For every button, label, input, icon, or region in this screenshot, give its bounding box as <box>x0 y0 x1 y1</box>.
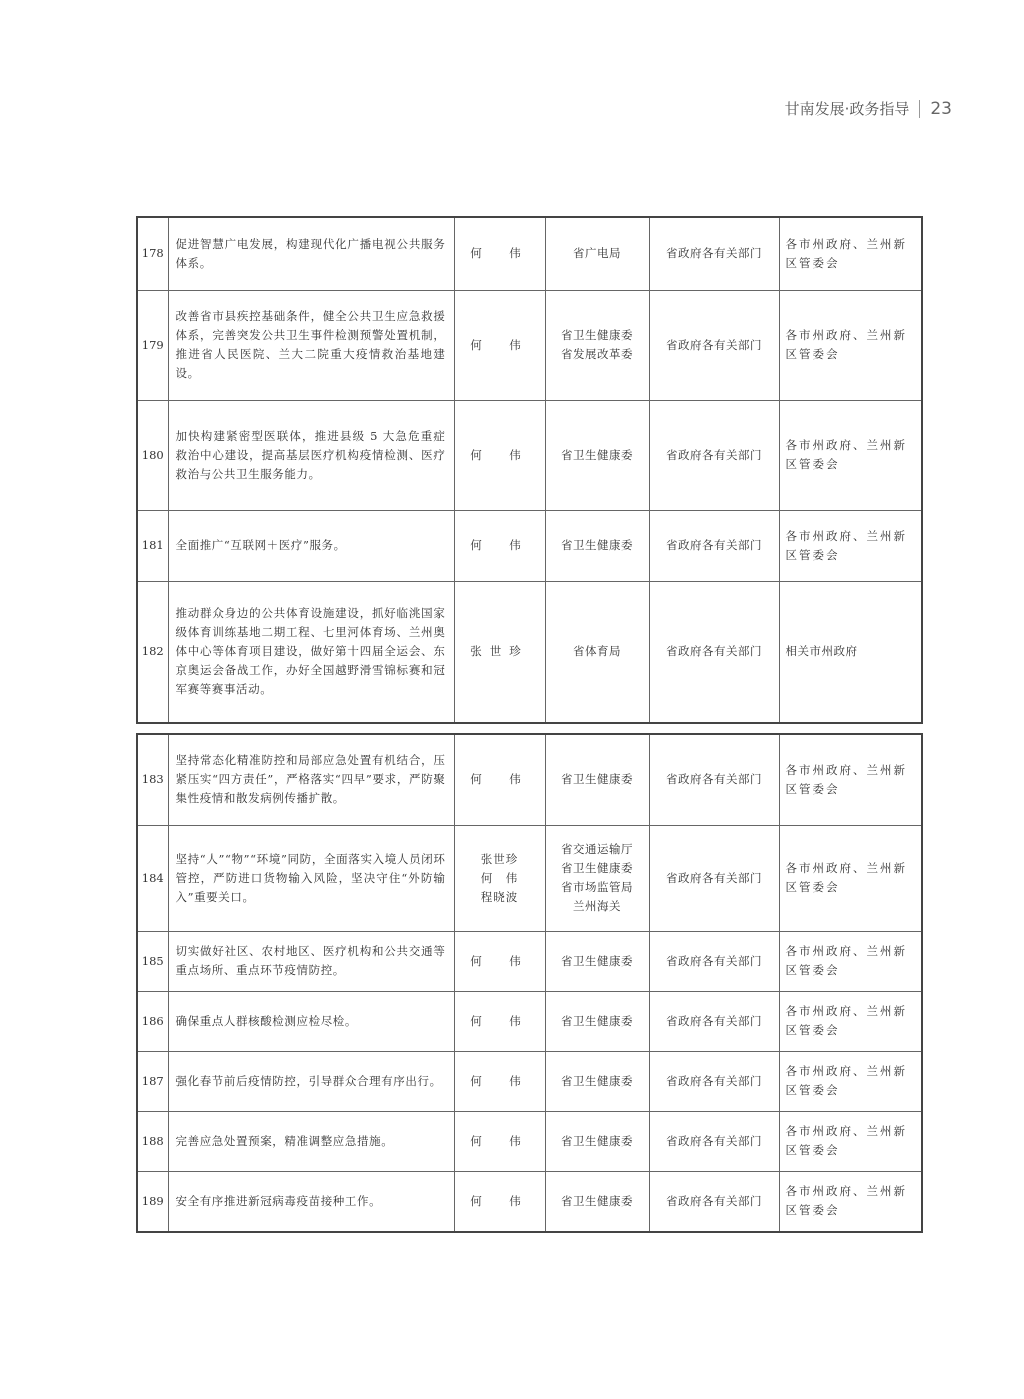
responsible-unit: 相关市州政府 <box>779 581 922 723</box>
lead-unit-name: 省卫生健康委 <box>561 328 633 342</box>
leader-name: 程晓波 <box>480 889 519 904</box>
cooperating-unit: 省政府各有关部门 <box>649 400 779 510</box>
lead-unit-name: 省卫生健康委 <box>561 1133 633 1148</box>
lead-unit-name: 兰州海关 <box>573 899 621 913</box>
responsible-leader <box>454 1171 545 1232</box>
publication-title: 甘南发展·政务指导 <box>784 100 910 118</box>
row-number: 185 <box>137 931 168 991</box>
cooperating-unit: 省政府各有关部门 <box>649 290 779 400</box>
task-description: 坚持“人”“物”“环境”同防，全面落实入境人员闭环管控，严防进口货物输入风险，坚决守住“外防输入”重要关口。 <box>168 825 454 931</box>
lead-unit <box>545 510 649 581</box>
row-number: 180 <box>137 400 168 510</box>
responsible-leader <box>454 734 545 825</box>
responsible-leader <box>454 510 545 581</box>
lead-unit <box>545 734 649 825</box>
lead-unit-name: 省卫生健康委 <box>561 1073 633 1088</box>
responsible-unit: 各市州政府、兰州新区管委会 <box>779 825 922 931</box>
lead-unit <box>545 581 649 723</box>
lead-unit-name: 省卫生健康委 <box>561 447 633 462</box>
responsible-unit: 各市州政府、兰州新区管委会 <box>779 734 922 825</box>
responsible-unit: 各市州政府、兰州新区管委会 <box>779 991 922 1051</box>
leader-name: 何 伟 <box>470 772 529 787</box>
leader-name: 何 伟 <box>470 1193 529 1208</box>
responsible-leader <box>454 581 545 723</box>
task-description: 完善应急处置预案，精准调整应急措施。 <box>168 1111 454 1171</box>
lead-unit-name: 省卫生健康委 <box>561 1013 633 1028</box>
task-description: 加快构建紧密型医联体，推进县级 5 大急危重症救治中心建设，提高基层医疗机构疫情检测、医疗救治与公共卫生服务能力。 <box>168 400 454 510</box>
lead-unit <box>545 1051 649 1111</box>
cooperating-unit: 省政府各有关部门 <box>649 825 779 931</box>
task-description: 推动群众身边的公共体育设施建设，抓好临洮国家级体育训练基地二期工程、七里河体育场、兰州奥体中心等体育项目建设，做好第十四届全运会、东京奥运会备战工作，办好全国越野滑雪锦标赛和冠军赛等赛事活动。 <box>168 581 454 723</box>
lead-unit-name: 省卫生健康委 <box>561 1193 633 1208</box>
header-divider <box>919 100 920 118</box>
row-number: 179 <box>137 290 168 400</box>
responsible-unit: 各市州政府、兰州新区管委会 <box>779 931 922 991</box>
task-description: 全面推广“互联网＋医疗”服务。 <box>168 510 454 581</box>
cooperating-unit: 省政府各有关部门 <box>649 734 779 825</box>
leader-name: 何 伟 <box>470 953 529 968</box>
lead-unit-name: 省交通运输厅 <box>561 842 633 856</box>
responsible-leader <box>454 931 545 991</box>
responsible-unit: 各市州政府、兰州新区管委会 <box>779 1051 922 1111</box>
row-number: 178 <box>137 217 168 290</box>
table-row <box>137 510 922 581</box>
lead-unit-name: 省体育局 <box>573 644 621 659</box>
responsible-unit: 各市州政府、兰州新区管委会 <box>779 290 922 400</box>
responsible-leader <box>454 825 545 931</box>
task-description: 促进智慧广电发展，构建现代化广播电视公共服务体系。 <box>168 217 454 290</box>
leader-name: 何 伟 <box>480 870 519 885</box>
responsible-unit: 各市州政府、兰州新区管委会 <box>779 217 922 290</box>
cooperating-unit: 省政府各有关部门 <box>649 931 779 991</box>
lead-unit <box>545 290 649 400</box>
responsible-leader <box>454 1051 545 1111</box>
task-description: 确保重点人群核酸检测应检尽检。 <box>168 991 454 1051</box>
cooperating-unit: 省政府各有关部门 <box>649 1111 779 1171</box>
lead-unit-name: 省卫生健康委 <box>561 772 633 787</box>
lead-unit <box>545 400 649 510</box>
table-row <box>137 734 922 825</box>
leader-name: 何 伟 <box>470 1073 529 1088</box>
task-description: 切实做好社区、农村地区、医疗机构和公共交通等重点场所、重点环节疫情防控。 <box>168 931 454 991</box>
responsible-unit: 各市州政府、兰州新区管委会 <box>779 1111 922 1171</box>
leader-name: 何 伟 <box>470 1013 529 1028</box>
cooperating-unit: 省政府各有关部门 <box>649 1171 779 1232</box>
lead-unit-name: 省市场监管局 <box>561 880 633 894</box>
leader-name: 何 伟 <box>470 246 529 261</box>
table-row <box>137 217 922 290</box>
leader-name: 何 伟 <box>470 538 529 552</box>
task-description: 坚持常态化精准防控和局部应急处置有机结合，压紧压实“四方责任”，严格落实“四早”要求，严防聚集性疫情和散发病例传播扩散。 <box>168 734 454 825</box>
leader-name: 何 伟 <box>470 1133 529 1148</box>
cooperating-unit: 省政府各有关部门 <box>649 510 779 581</box>
row-number: 181 <box>137 510 168 581</box>
task-description: 强化春节前后疫情防控，引导群众合理有序出行。 <box>168 1051 454 1111</box>
row-number: 189 <box>137 1171 168 1232</box>
lead-unit <box>545 991 649 1051</box>
responsible-unit: 各市州政府、兰州新区管委会 <box>779 1171 922 1232</box>
cooperating-unit: 省政府各有关部门 <box>649 581 779 723</box>
leader-name: 何 伟 <box>470 337 529 352</box>
table-row <box>137 1051 922 1111</box>
table-row <box>137 1171 922 1232</box>
row-number: 184 <box>137 825 168 931</box>
lead-unit-name: 省卫生健康委 <box>561 953 633 968</box>
lead-unit-name: 省卫生健康委 <box>561 861 633 875</box>
task-description: 安全有序推进新冠病毒疫苗接种工作。 <box>168 1171 454 1232</box>
responsible-unit: 各市州政府、兰州新区管委会 <box>779 510 922 581</box>
row-number: 183 <box>137 734 168 825</box>
table-row <box>137 1111 922 1171</box>
responsible-leader <box>454 1111 545 1171</box>
task-description: 改善省市县疾控基础条件，健全公共卫生应急救援体系，完善突发公共卫生事件检测预警处置机制，推进省人民医院、兰大二院重大疫情救治基地建设。 <box>168 290 454 400</box>
table-row <box>137 400 922 510</box>
table-row <box>137 290 922 400</box>
page-header <box>785 98 952 119</box>
row-number: 187 <box>137 1051 168 1111</box>
table-row <box>137 931 922 991</box>
lead-unit <box>545 931 649 991</box>
table-row <box>137 581 922 723</box>
row-number: 188 <box>137 1111 168 1171</box>
lead-unit <box>545 1171 649 1232</box>
page-number: 23 <box>930 98 952 119</box>
task-table-2 <box>136 733 923 1233</box>
lead-unit <box>545 217 649 290</box>
task-table-1 <box>136 216 923 724</box>
leader-name: 何 伟 <box>470 447 529 462</box>
responsible-unit: 各市州政府、兰州新区管委会 <box>779 400 922 510</box>
table-row <box>137 825 922 931</box>
responsible-leader <box>454 400 545 510</box>
lead-unit-name: 省广电局 <box>573 246 621 261</box>
row-number: 182 <box>137 581 168 723</box>
responsible-leader <box>454 991 545 1051</box>
cooperating-unit: 省政府各有关部门 <box>649 217 779 290</box>
responsible-leader <box>454 217 545 290</box>
leader-name: 张世珍 <box>470 644 529 659</box>
leader-name: 张世珍 <box>480 851 519 866</box>
cooperating-unit: 省政府各有关部门 <box>649 991 779 1051</box>
cooperating-unit: 省政府各有关部门 <box>649 1051 779 1111</box>
table-row <box>137 991 922 1051</box>
responsible-leader <box>454 290 545 400</box>
lead-unit <box>545 825 649 931</box>
lead-unit-name: 省发展改革委 <box>561 347 633 361</box>
row-number: 186 <box>137 991 168 1051</box>
lead-unit <box>545 1111 649 1171</box>
lead-unit-name: 省卫生健康委 <box>561 538 633 552</box>
